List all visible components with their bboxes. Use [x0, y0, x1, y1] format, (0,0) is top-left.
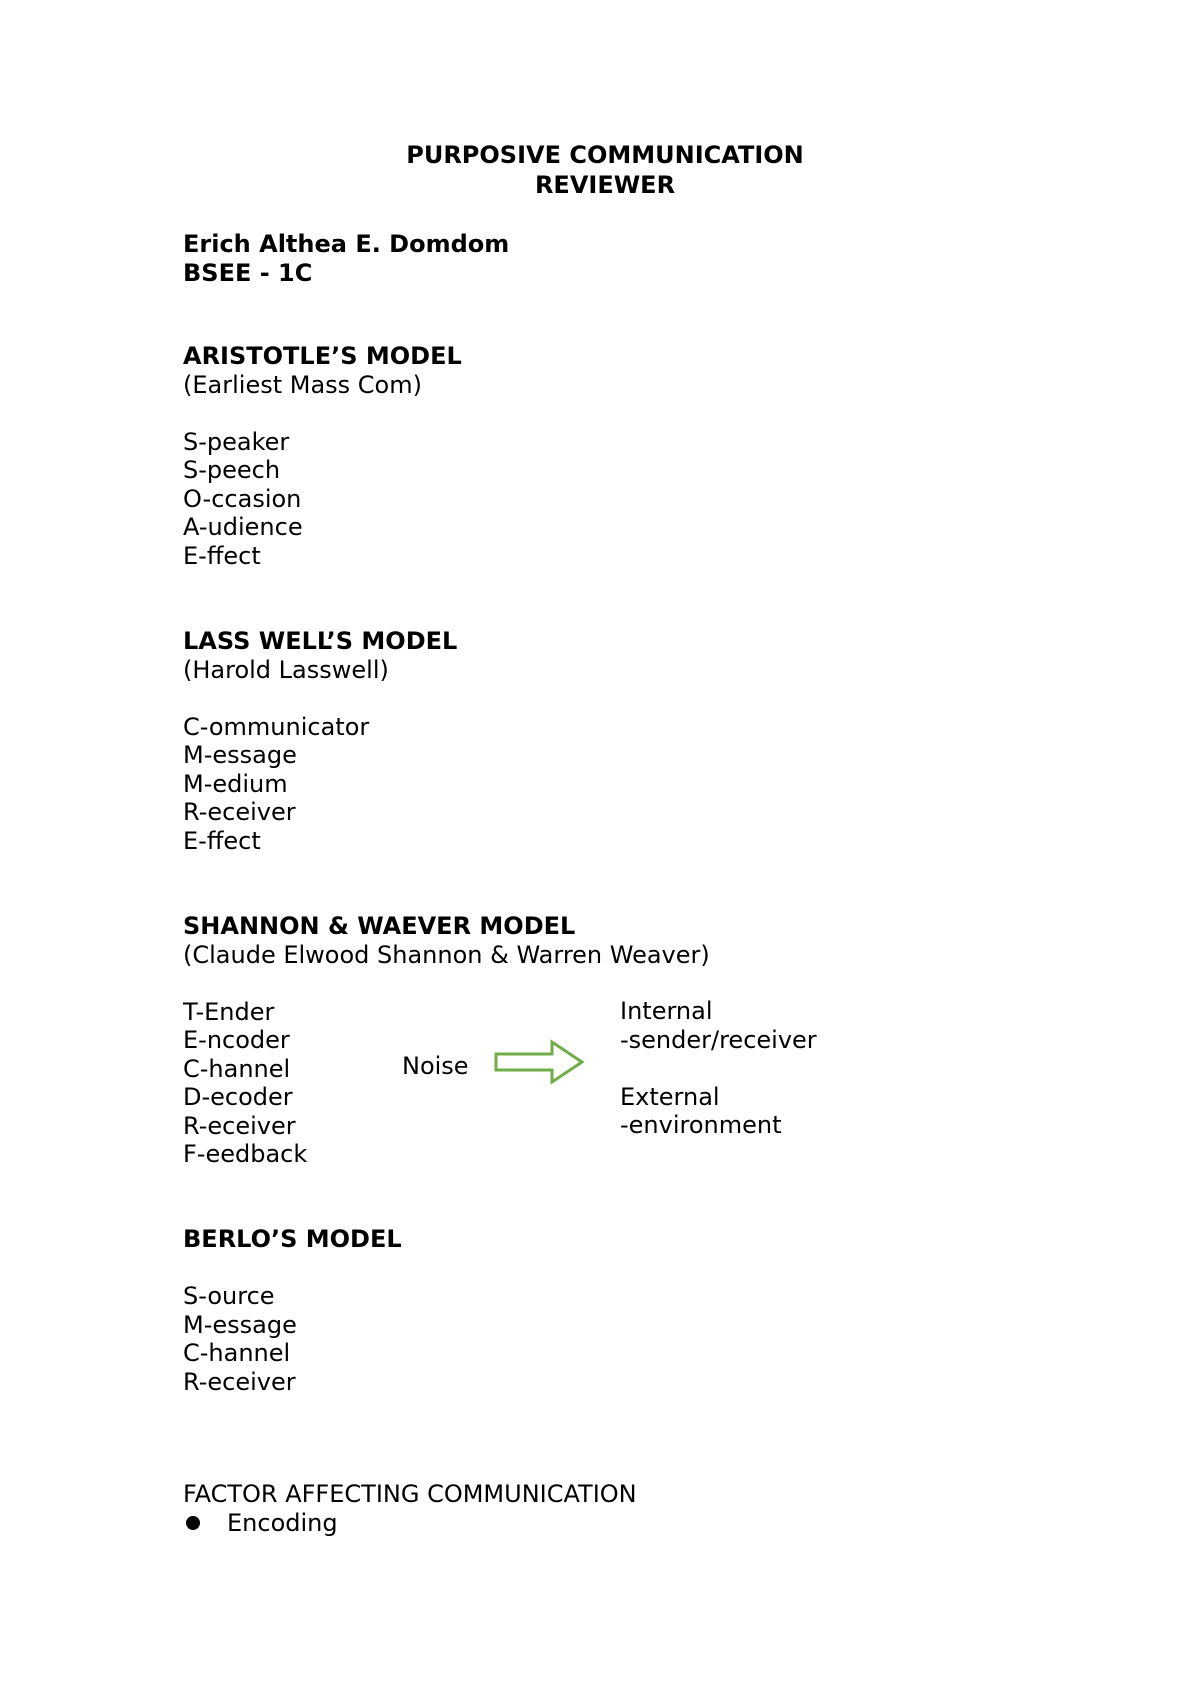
- factors-section: [183, 1480, 637, 1537]
- list-item: S-peaker: [183, 427, 290, 456]
- bullet-item: [183, 1509, 637, 1538]
- list-item: R-eceiver: [183, 1111, 296, 1140]
- noise-internal-desc: -sender/receiver: [620, 1025, 817, 1054]
- noise-external-label: External: [620, 1082, 720, 1111]
- list-item: E-ncoder: [183, 1026, 290, 1054]
- right-arrow-icon: [494, 1038, 586, 1086]
- document-title: [0, 140, 1200, 200]
- section-heading: SHANNON & WAEVER MODEL: [183, 912, 576, 940]
- title-line-1: PURPOSIVE COMMUNICATION: [406, 141, 804, 169]
- list-item: D-ecoder: [183, 1083, 293, 1111]
- bullet-icon: [186, 1516, 200, 1530]
- list-item: C-hannel: [183, 1054, 291, 1083]
- title-line-2: REVIEWER: [534, 171, 676, 199]
- list-item: A-udience: [183, 513, 303, 541]
- author-name: Erich Althea E. Domdom: [183, 230, 510, 258]
- list-item: R-eceiver: [183, 1367, 296, 1396]
- list-item: C-ommunicator: [183, 712, 370, 741]
- arrow-shape: [496, 1042, 582, 1082]
- list-item: S-ource: [183, 1282, 275, 1310]
- bullet-text: Encoding: [227, 1508, 338, 1537]
- author-block: [183, 230, 509, 287]
- list-item: M-essage: [183, 741, 297, 769]
- section-heading: ARISTOTLE’S MODEL: [183, 342, 462, 370]
- aristotle-model-section: [183, 342, 462, 570]
- list-item: T-Ender: [183, 997, 275, 1026]
- list-item: S-peech: [183, 456, 281, 484]
- list-item: F-eedback: [183, 1140, 308, 1168]
- section-heading: BERLO’S MODEL: [183, 1225, 402, 1253]
- list-item: M-edium: [183, 769, 288, 798]
- noise-external-desc: -environment: [620, 1111, 782, 1139]
- list-item: E-ffect: [183, 826, 261, 855]
- section-heading: FACTOR AFFECTING COMMUNICATION: [183, 1480, 637, 1508]
- list-item: R-eceiver: [183, 798, 296, 826]
- noise-types: [620, 997, 817, 1140]
- section-subtitle: (Claude Elwood Shannon & Warren Weaver): [183, 940, 710, 969]
- list-item: O-ccasion: [183, 484, 302, 513]
- author-section: BSEE - 1C: [183, 258, 313, 287]
- list-item: M-essage: [183, 1310, 297, 1339]
- section-heading: LASS WELL’S MODEL: [183, 627, 458, 655]
- section-subtitle: (Earliest Mass Com): [183, 370, 422, 399]
- list-item: E-ffect: [183, 541, 261, 570]
- lasswell-model-section: [183, 627, 457, 855]
- noise-internal-label: Internal: [620, 997, 713, 1025]
- berlo-model-section: [183, 1225, 402, 1396]
- noise-label: Noise: [402, 1052, 469, 1080]
- section-subtitle: (Harold Lasswell): [183, 655, 389, 684]
- list-item: C-hannel: [183, 1339, 291, 1367]
